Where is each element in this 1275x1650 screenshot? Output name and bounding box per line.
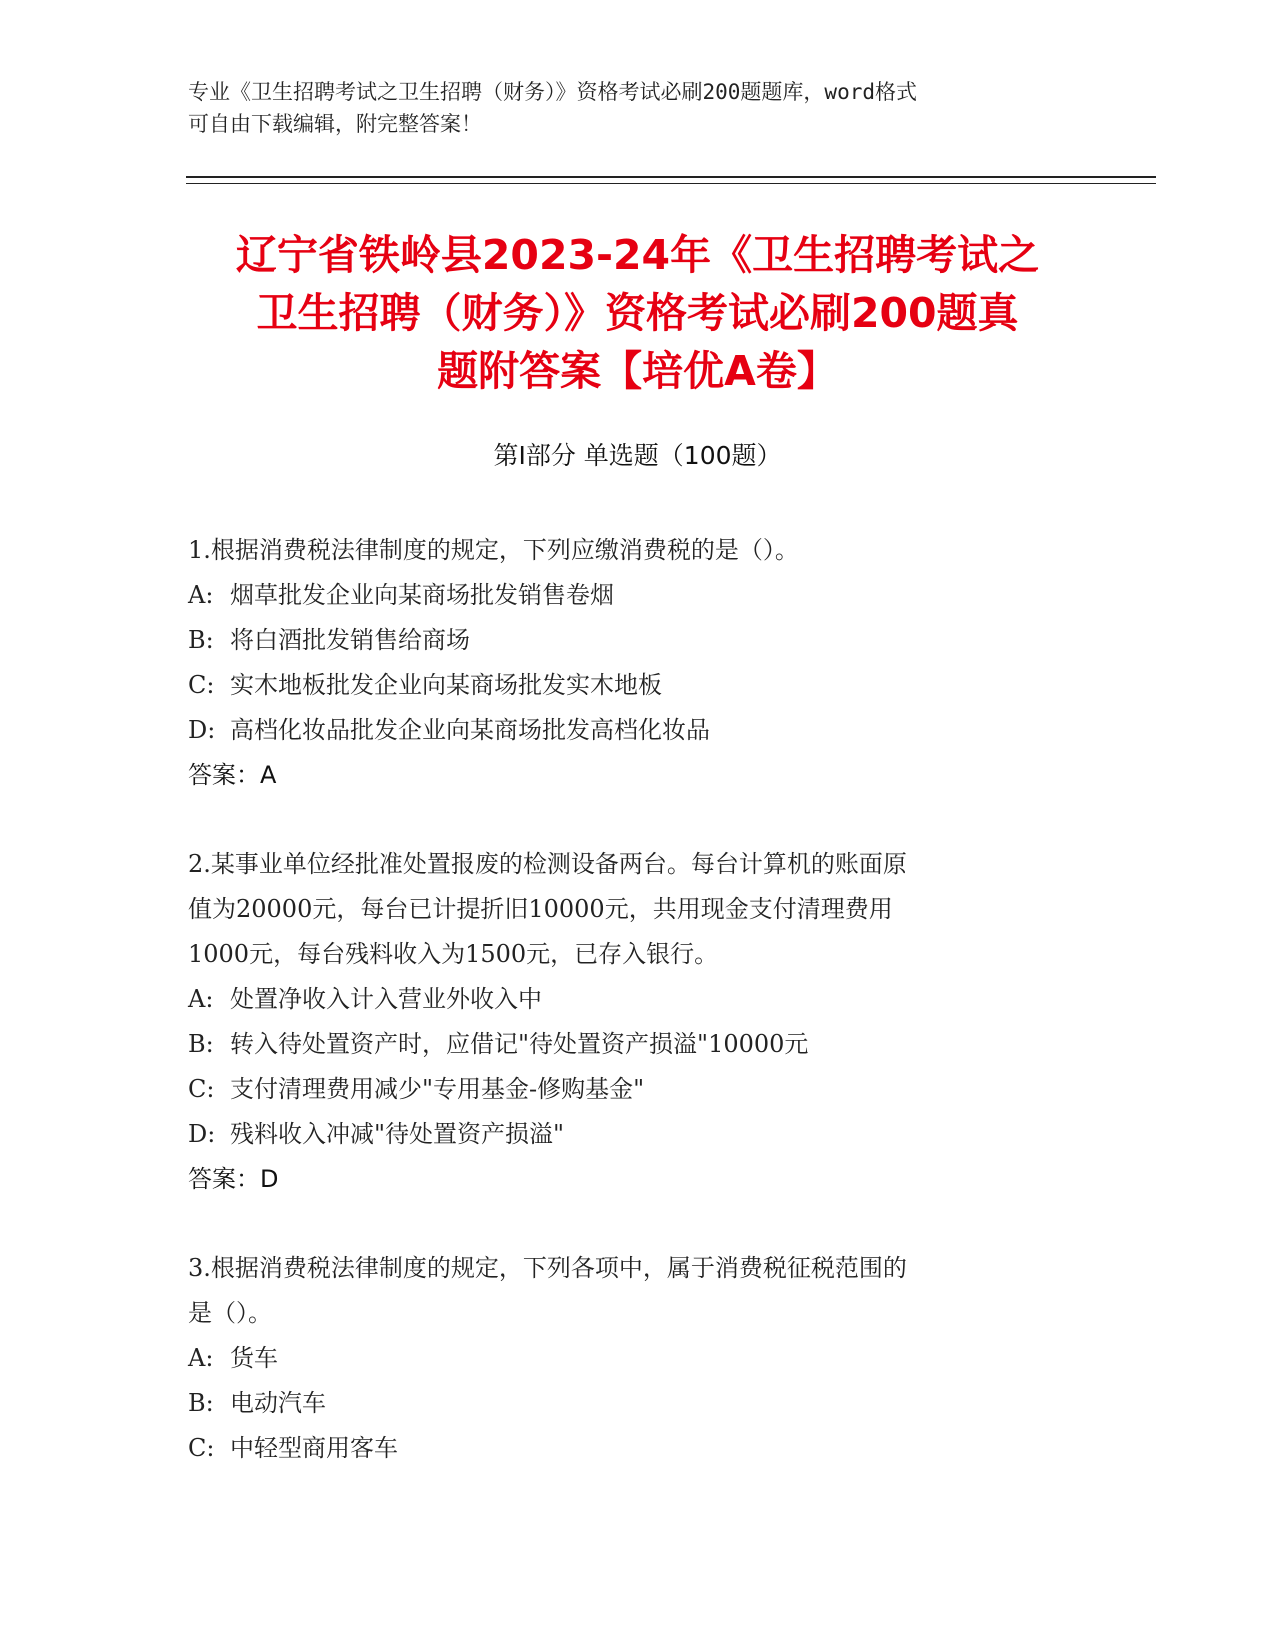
question-stem-line: 值为20000元，每台已计提折旧10000元，共用现金支付清理费用 (188, 895, 893, 923)
question-option (188, 1426, 1068, 1471)
question-option (188, 1112, 1068, 1157)
option-letter: C: (188, 1075, 215, 1103)
question-item (188, 1246, 1068, 1471)
option-letter: B: (188, 1030, 214, 1058)
option-text: 残料收入冲减"待处置资产损溢" (230, 1120, 565, 1148)
question-option (188, 977, 1068, 1022)
header-note (188, 76, 1088, 140)
question-list (188, 528, 1068, 1515)
question-item (188, 842, 1068, 1202)
question-option (188, 573, 1068, 618)
option-text: 将白酒批发销售给商场 (230, 626, 470, 654)
option-letter: A: (188, 1344, 214, 1372)
question-stem-line: 1000元，每台残料收入为1500元，已存入银行。 (188, 940, 719, 968)
title-line: 卫生招聘（财务）》资格考试必刷200题真 (256, 289, 1019, 337)
option-letter: D: (188, 1120, 216, 1148)
question-stem-line: 是（）。 (188, 1299, 272, 1327)
option-text: 支付清理费用减少"专用基金-修购基金" (230, 1075, 645, 1103)
question-option (188, 1022, 1068, 1067)
question-stem-line: 1.根据消费税法律制度的规定，下列应缴消费税的是（）。 (188, 536, 799, 564)
question-option (188, 663, 1068, 708)
option-letter: C: (188, 1434, 215, 1462)
question-stem-line: 2.某事业单位经批准处置报废的检测设备两台。每台计算机的账面原 (188, 850, 907, 878)
question-stem-line: 3.根据消费税法律制度的规定，下列各项中，属于消费税征税范围的 (188, 1254, 907, 1282)
option-letter: A: (188, 985, 214, 1013)
option-letter: C: (188, 671, 215, 699)
option-text: 中轻型商用客车 (230, 1434, 398, 1462)
question-answer: 答案：D (188, 1165, 279, 1193)
section-title: 第Ⅰ部分 单选题（100题） (493, 441, 782, 470)
question-option (188, 618, 1068, 663)
question-option (188, 1067, 1068, 1112)
question-option (188, 1336, 1068, 1381)
question-option (188, 708, 1068, 753)
option-letter: B: (188, 626, 214, 654)
title-line: 题附答案【培优A卷】 (437, 347, 838, 395)
option-text: 电动汽车 (230, 1389, 326, 1417)
option-text: 实木地板批发企业向某商场批发实木地板 (230, 671, 662, 699)
option-letter: B: (188, 1389, 214, 1417)
header-divider-thick (186, 176, 1156, 178)
question-item (188, 528, 1068, 798)
header-note-line: 可自由下载编辑，附完整答案！ (188, 112, 482, 136)
option-text: 转入待处置资产时，应借记"待处置资产损溢"10000元 (230, 1030, 809, 1058)
title-line: 辽宁省铁岭县2023-24年《卫生招聘考试之 (235, 231, 1040, 279)
option-text: 处置净收入计入营业外收入中 (230, 985, 542, 1013)
option-text: 货车 (230, 1344, 278, 1372)
option-text: 高档化妆品批发企业向某商场批发高档化妆品 (230, 716, 710, 744)
header-divider-thin (186, 183, 1156, 184)
option-text: 烟草批发企业向某商场批发销售卷烟 (230, 581, 614, 609)
option-letter: A: (188, 581, 214, 609)
header-note-line: 专业《卫生招聘考试之卫生招聘（财务）》资格考试必刷200题题库，word格式 (188, 80, 917, 104)
document-title (150, 226, 1125, 400)
question-answer: 答案：A (188, 761, 277, 789)
question-option (188, 1381, 1068, 1426)
option-letter: D: (188, 716, 216, 744)
